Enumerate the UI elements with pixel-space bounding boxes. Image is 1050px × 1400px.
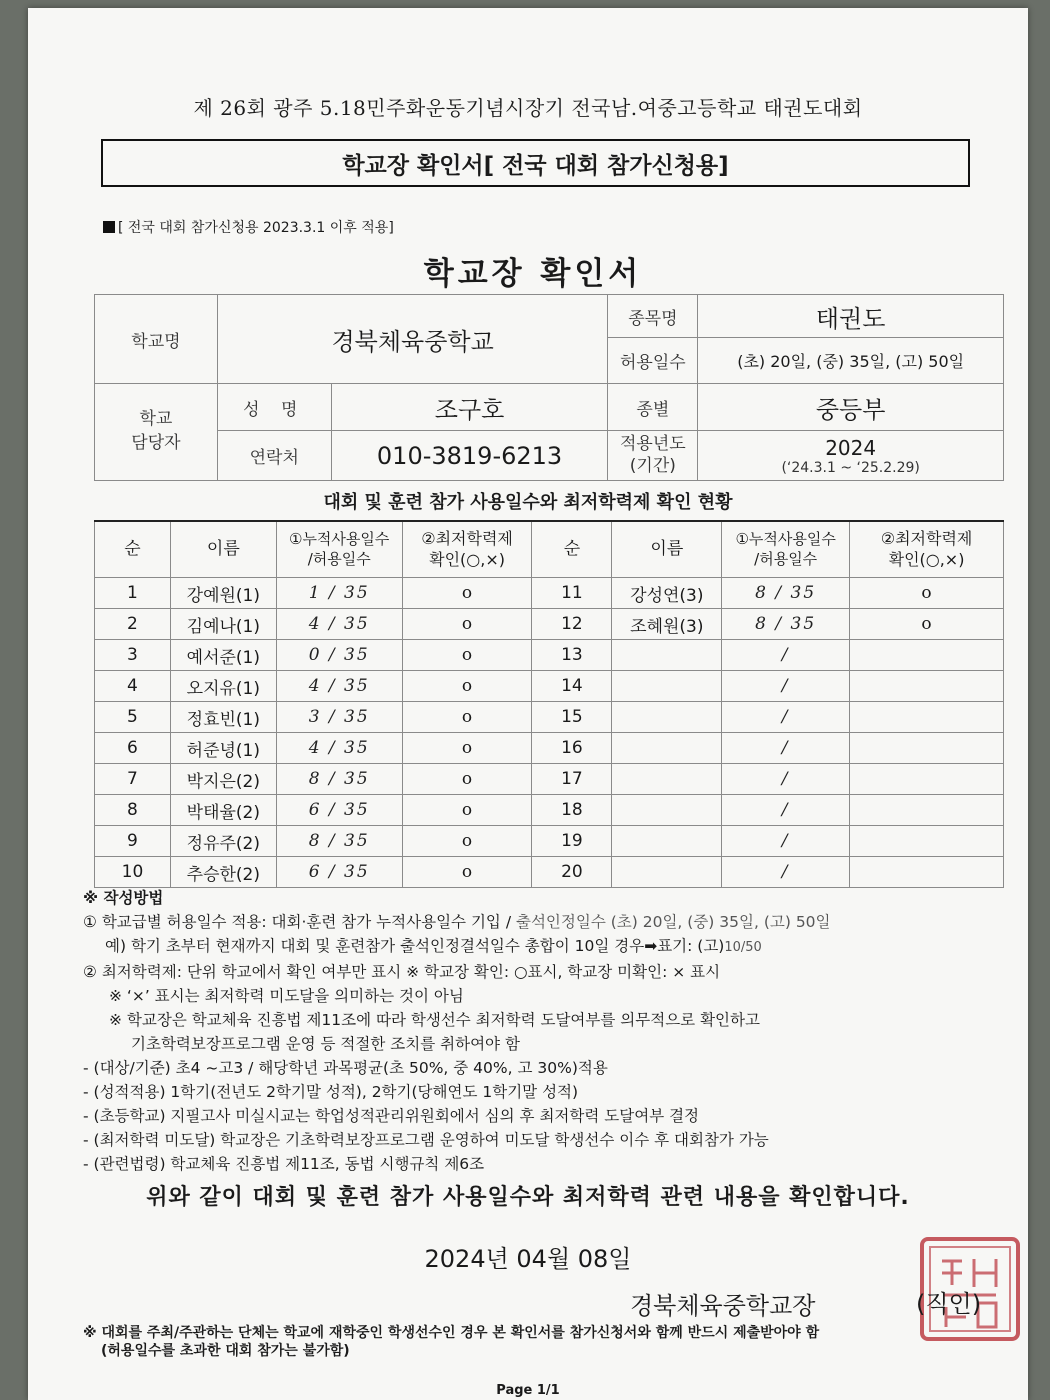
student-name [612, 795, 722, 826]
manager-label: 학교 담당자 [95, 384, 218, 481]
table-row [95, 578, 1004, 609]
days-used: 4 / 35 [276, 609, 402, 640]
days-used: 8 / 35 [276, 764, 402, 795]
col-header-days: ①누적사용일수 /허용일수 [276, 521, 402, 578]
row-no: 1 [95, 578, 171, 609]
contact-label: 연락처 [217, 431, 331, 481]
student-name: 정유주(2) [170, 826, 276, 857]
row-no: 10 [95, 857, 171, 888]
student-name: 박태율(2) [170, 795, 276, 826]
year-value: 2024 [825, 435, 877, 460]
note-1-example: 예) 학기 초부터 현재까지 대회 및 훈련참가 출석인정결석일수 총합이 10일 경우➡표기: (고)10/50 [105, 937, 762, 955]
check-mark [850, 671, 1004, 702]
manager-name: 조구호 [331, 384, 608, 431]
page-number: Page 1/1 [496, 1383, 560, 1398]
sport-label: 종목명 [608, 295, 698, 338]
student-name: 허준녕(1) [170, 733, 276, 764]
student-name [612, 764, 722, 795]
student-name: 예서준(1) [170, 640, 276, 671]
check-mark [850, 702, 1004, 733]
student-name: 강성연(3) [612, 578, 722, 609]
check-mark: o [402, 702, 532, 733]
days-used: / [722, 640, 850, 671]
row-no: 14 [532, 671, 612, 702]
row-no: 16 [532, 733, 612, 764]
col-header-name: 이름 [170, 521, 276, 578]
issue-date: 2024년 04월 08일 [424, 1245, 632, 1273]
student-name [612, 640, 722, 671]
days-used: / [722, 671, 850, 702]
row-no: 5 [95, 702, 171, 733]
doc-title: 학교장 확인서 [423, 256, 643, 292]
note-4: ※ 학교장은 학교체육 진흥법 제11조에 따라 학생선수 최저학력 도달여부를 의무적으로 확인하고 [109, 1011, 760, 1029]
table-row [95, 609, 1004, 640]
table-row [95, 640, 1004, 671]
days-used: / [722, 826, 850, 857]
row-no: 3 [95, 640, 171, 671]
row-no: 8 [95, 795, 171, 826]
year-cell [698, 431, 1004, 481]
table-row [95, 826, 1004, 857]
student-name [612, 733, 722, 764]
check-mark [850, 826, 1004, 857]
row-no: 2 [95, 609, 171, 640]
student-name: 강예원(1) [170, 578, 276, 609]
check-mark [850, 857, 1004, 888]
student-name: 정효빈(1) [170, 702, 276, 733]
check-mark: o [402, 826, 532, 857]
student-name [612, 702, 722, 733]
student-name: 오지유(1) [170, 671, 276, 702]
check-mark: o [402, 733, 532, 764]
check-mark [850, 764, 1004, 795]
row-no: 7 [95, 764, 171, 795]
days-used: 6 / 35 [276, 857, 402, 888]
student-name: 박지은(2) [170, 764, 276, 795]
check-mark: o [402, 764, 532, 795]
event-title: 제 26회 광주 5.18민주화운동기념시장기 전국남.여중고등학교 태권도대회 [193, 96, 863, 120]
apply-note: [ 전국 대회 참가신청용 2023.3.1 이후 적용] [103, 217, 394, 237]
box-title: 학교장 확인서[ 전국 대회 참가신청용] [101, 139, 970, 187]
student-name [612, 826, 722, 857]
roster-header-row [95, 521, 1004, 578]
days-used: 4 / 35 [276, 671, 402, 702]
instructions-heading: ※ 작성방법 [83, 889, 164, 907]
principal-name: 경북체육중학교장 [630, 1292, 816, 1320]
period-value: (‘24.3.1 ~ ‘25.2.29) [781, 459, 920, 476]
days-used: 3 / 35 [276, 702, 402, 733]
days-used: 8 / 35 [722, 609, 850, 640]
col-header-no: 순 [95, 521, 171, 578]
footer-line-2: (허용일수를 초과한 대회 참가는 불가함) [101, 1343, 350, 1359]
check-mark: o [402, 609, 532, 640]
col-header-name: 이름 [612, 521, 722, 578]
note-4-cont: 기초학력보장프로그램 운영 등 적절한 조치를 취하여야 함 [131, 1035, 520, 1053]
check-mark [850, 733, 1004, 764]
footer-note [83, 1324, 1023, 1360]
table-row [95, 795, 1004, 826]
days-used: 6 / 35 [276, 795, 402, 826]
confirm-text: 위와 같이 대회 및 훈련 참가 사용일수와 최저학력 관련 내용을 확인합니다. [146, 1185, 910, 1210]
instructions [83, 886, 1013, 1176]
contact-value: 010-3819-6213 [331, 431, 608, 481]
check-mark: o [402, 640, 532, 671]
days-used: / [722, 702, 850, 733]
sport-value: 태권도 [698, 295, 1004, 338]
row-no: 19 [532, 826, 612, 857]
row-no: 18 [532, 795, 612, 826]
row-no: 13 [532, 640, 612, 671]
check-mark: o [850, 609, 1004, 640]
square-bullet-icon [103, 221, 115, 233]
row-no: 6 [95, 733, 171, 764]
table-row [95, 733, 1004, 764]
days-used: 0 / 35 [276, 640, 402, 671]
row-no: 17 [532, 764, 612, 795]
days-used: / [722, 764, 850, 795]
col-header-no: 순 [532, 521, 612, 578]
document-page [28, 8, 1028, 1400]
table-row [95, 857, 1004, 888]
student-name: 추승한(2) [170, 857, 276, 888]
col-header-check: ②최저학력제 확인(○,×) [850, 521, 1004, 578]
division-value: 중등부 [698, 384, 1004, 431]
allowed-days-label: 허용일수 [608, 338, 698, 384]
student-name: 김예나(1) [170, 609, 276, 640]
table-row [95, 764, 1004, 795]
row-no: 20 [532, 857, 612, 888]
student-name [612, 671, 722, 702]
detail-3: - (초등학교) 지필고사 미실시교는 학업성적관리위원회에서 심의 후 최저학력 도달여부 결정 [83, 1107, 700, 1125]
note-3: ※ ‘×’ 표시는 최저학력 미도달을 의미하는 것이 아님 [109, 987, 464, 1005]
row-no: 15 [532, 702, 612, 733]
division-label: 종별 [608, 384, 698, 431]
days-used: 8 / 35 [276, 826, 402, 857]
note-2: ② 최저학력제: 단위 학교에서 확인 여부만 표시 ※ 학교장 확인: ○표시, 학교장 미확인: × 표시 [83, 963, 721, 981]
col-header-days: ①누적사용일수 /허용일수 [722, 521, 850, 578]
note-1: ① 학교급별 허용일수 적용: 대회·훈련 참가 누적사용일수 기입 / 출석인정일수 (초) 20일, (중) 35일, (고) 50일 [83, 913, 831, 931]
student-name [612, 857, 722, 888]
school-info-table [94, 294, 1004, 481]
detail-4: - (최저학력 미도달) 학교장은 기초학력보장프로그램 운영하여 미도달 학생선수 이수 후 대회참가 가능 [83, 1131, 769, 1149]
row-no: 9 [95, 826, 171, 857]
table-row [95, 702, 1004, 733]
footer-line-1: ※ 대회를 주최/주관하는 단체는 학교에 재학중인 학생선수인 경우 본 확인서를 참가신청서와 함께 반드시 제출받아야 함 [83, 1325, 820, 1341]
table-row [95, 671, 1004, 702]
days-used: / [722, 733, 850, 764]
days-used: / [722, 795, 850, 826]
status-title: 대회 및 훈련 참가 사용일수와 최저학력제 확인 현황 [323, 492, 733, 513]
days-used: 4 / 35 [276, 733, 402, 764]
check-mark: o [402, 578, 532, 609]
roster-table [94, 520, 1004, 888]
detail-1: - (대상/기준) 초4 ~고3 / 해당학년 과목평균(초 50%, 중 40%, 고 30%)적용 [83, 1059, 608, 1077]
detail-2: - (성적적용) 1학기(전년도 2학기말 성적), 2학기(당해연도 1학기말 성적) [83, 1083, 579, 1101]
name-label: 성 명 [217, 384, 331, 431]
allowed-days-value: (초) 20일, (중) 35일, (고) 50일 [698, 338, 1004, 384]
row-no: 12 [532, 609, 612, 640]
days-used: 1 / 35 [276, 578, 402, 609]
days-used: 8 / 35 [722, 578, 850, 609]
school-name: 경북체육중학교 [217, 295, 608, 384]
row-no: 4 [95, 671, 171, 702]
check-mark: o [850, 578, 1004, 609]
year-label: 적용년도 (기간) [608, 431, 698, 481]
check-mark: o [402, 671, 532, 702]
detail-5: - (관련법령) 학교체육 진흥법 제11조, 동법 시행규칙 제6조 [83, 1155, 485, 1173]
row-no: 11 [532, 578, 612, 609]
days-used: / [722, 857, 850, 888]
col-header-check: ②최저학력제 확인(○,×) [402, 521, 532, 578]
check-mark: o [402, 795, 532, 826]
student-name: 조혜원(3) [612, 609, 722, 640]
school-label: 학교명 [95, 295, 218, 384]
check-mark [850, 795, 1004, 826]
check-mark: o [402, 857, 532, 888]
check-mark [850, 640, 1004, 671]
seal-label: (직인) [916, 1290, 982, 1318]
